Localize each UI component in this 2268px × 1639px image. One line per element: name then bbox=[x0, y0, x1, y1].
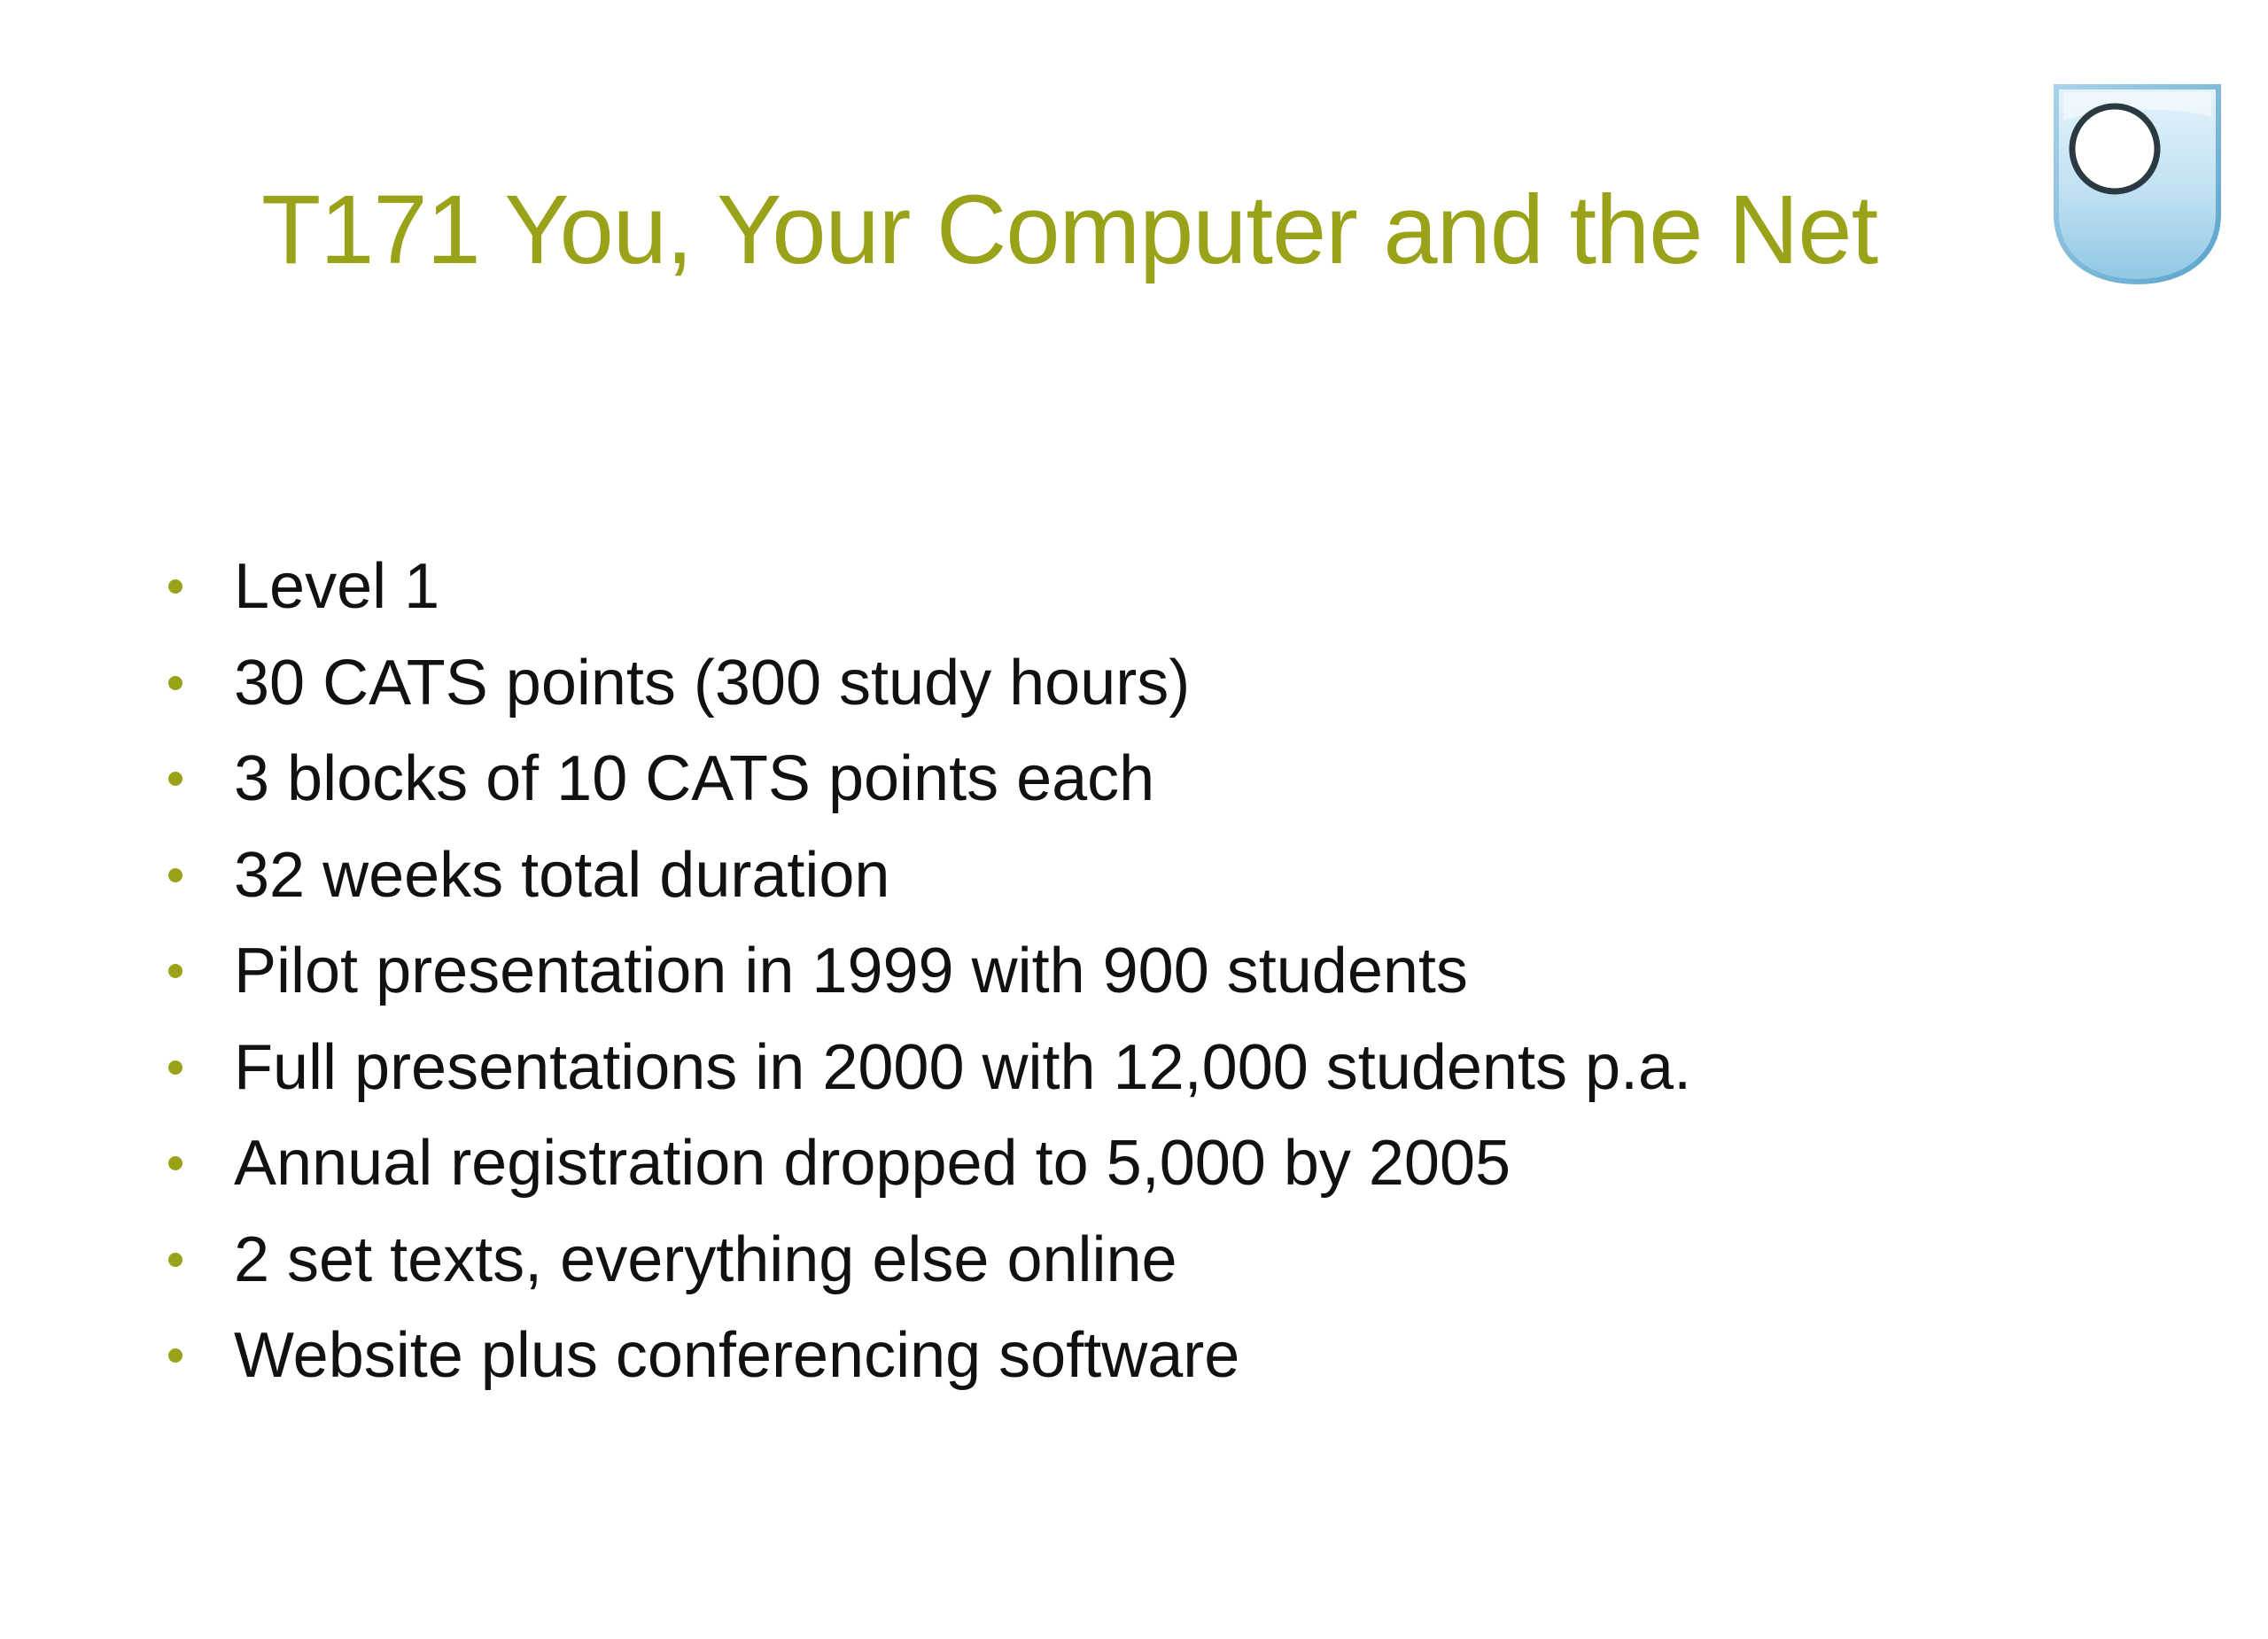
bullet-dot-icon bbox=[168, 1348, 183, 1363]
bullet-text: Website plus conferencing software bbox=[234, 1320, 1240, 1392]
bullet-dot-icon bbox=[168, 1060, 183, 1075]
bullet-text: Pilot presentation in 1999 with 900 students bbox=[234, 936, 1468, 1007]
open-university-shield-icon bbox=[2051, 82, 2224, 287]
bullet-text: 32 weeks total duration bbox=[234, 839, 890, 911]
bullet-text: Full presentations in 2000 with 12,000 students p.a. bbox=[234, 1031, 1692, 1103]
bullet-dot-icon bbox=[168, 1253, 183, 1267]
bullet-dot-icon bbox=[168, 1156, 183, 1170]
bullet-text: 2 set texts, everything else online bbox=[234, 1223, 1177, 1295]
bullet-dot-icon bbox=[168, 772, 183, 786]
bullet-text: 3 blocks of 10 CATS points each bbox=[234, 743, 1155, 815]
bullet-text: Level 1 bbox=[234, 551, 440, 623]
bullet-text: 30 CATS points (300 study hours) bbox=[234, 647, 1191, 719]
bullet-dot-icon bbox=[168, 579, 183, 594]
slide-title: T171 You, Your Computer and the Net bbox=[261, 175, 1878, 284]
bullet-dot-icon bbox=[168, 868, 183, 882]
bullet-text: Annual registration dropped to 5,000 by 2005 bbox=[234, 1128, 1511, 1200]
bullet-dot-icon bbox=[168, 676, 183, 690]
bullet-dot-icon bbox=[168, 964, 183, 978]
